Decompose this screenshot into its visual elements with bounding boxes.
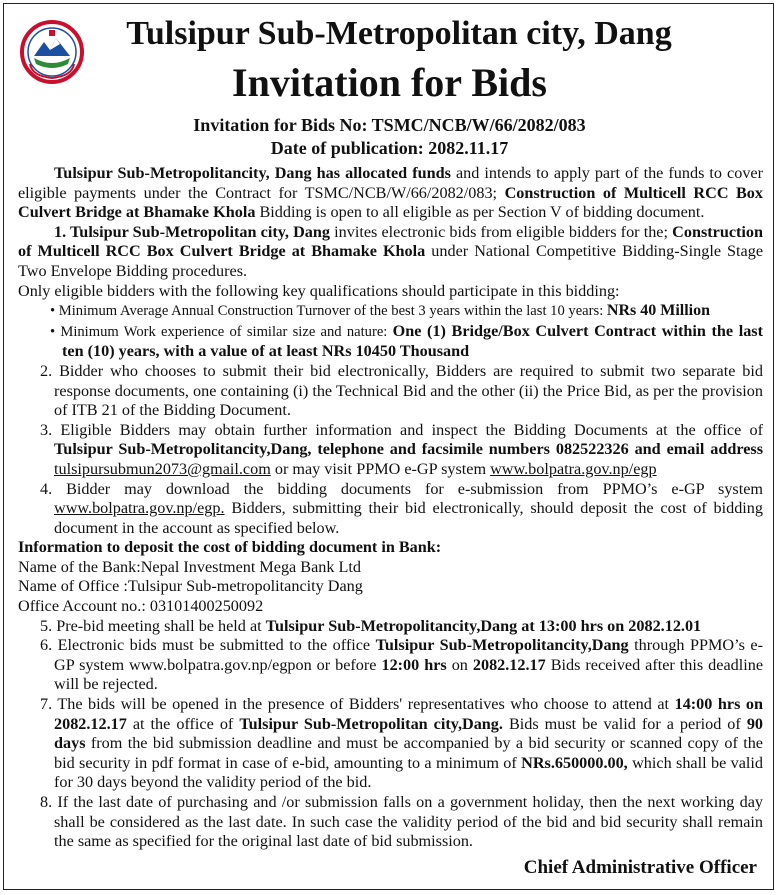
turnover-value: NRs 40 Million <box>606 302 711 320</box>
qualification-experience <box>18 322 763 362</box>
item-4 <box>18 480 763 539</box>
intro-text-2: Bidding is open to all eligible as per Section V of bidding document. <box>255 203 705 222</box>
document-title: Invitation for Bids <box>232 60 547 105</box>
item-1-text-2: under National Competitive Bidding-Single Stage Two Envelope Bidding procedures. <box>18 242 764 280</box>
item-1-project: Construction of Multicell RCC Box Culvert Bridge at Bhamake Khola <box>18 222 763 261</box>
email-link[interactable]: tulsipursubmun2073@gmail.com <box>54 459 271 478</box>
notice-page <box>3 3 774 890</box>
intro-org-funds: Tulsipur Sub-Metropolitancity, Dang has allocated funds <box>54 164 451 182</box>
item-1 <box>18 223 763 282</box>
item-7-office: Tulsipur Sub-Metropolitan city,Dang. <box>239 714 503 733</box>
item-4-text-1: 4. Bidder may download the bidding documents for e-submission from PPMO’s e-GP system <box>40 479 763 498</box>
item-5-details: Tulsipur Sub-Metropolitancity,Dang at 13:00 hrs on 2082.12.01 <box>265 616 702 635</box>
bank-account: Office Account no.: 03101400250092 <box>18 597 264 616</box>
item-7-text-5: which shall be valid for 30 days beyond the validity period of the bid. <box>54 753 764 792</box>
item-6-date: 2082.12.17 <box>472 655 546 674</box>
publication-date-label: Date of publication: <box>270 138 429 158</box>
item-6-text-2: through PPMO’s e- GP system www.bolpatra.gov.np/egpon or before <box>54 636 763 674</box>
item-6-text-3: on <box>446 655 473 674</box>
notice-body <box>18 164 763 852</box>
intro-text-1: and intends to apply part of the funds to cover eligible payments under the Contract for TSMC/NCB/W/66/2082/083; <box>18 164 764 202</box>
signature: Chief Administrative Officer <box>523 857 757 878</box>
experience-value: One (1) Bridge/Box Culvert Contract within the last ten (10) years, with a value of at least NRs 10450 Thousand <box>62 321 763 361</box>
qualifications-intro: Only eligible bidders with the following key qualifications should participate in this bidding: <box>18 281 620 300</box>
item-6-text-1: 6. Electronic bids must be submitted to the office <box>40 636 376 655</box>
item-7-text-4: from the bid submission deadline and must be accompanied by a bid security or scanned copy of the bid security in pdf format in case of e-bid, amounting to a minimum of <box>54 734 763 772</box>
item-1-org: 1. Tulsipur Sub-Metropolitan city, Dang <box>54 222 330 241</box>
item-7-text-2: at the office of <box>126 714 240 733</box>
bank-heading: Information to deposit the cost of bidding document in Bank: <box>18 538 442 557</box>
item-3-text-1: 3. Eligible Bidders may obtain further information and inspect the Bidding Documents at the office of <box>40 420 763 439</box>
item-6-text-4: Bids received after this deadline will be rejected. <box>54 655 763 694</box>
organization-name: Tulsipur Sub-Metropolitan city, Dang <box>126 15 672 52</box>
egp-link[interactable]: www.bolpatra.gov.np/egp <box>490 459 657 478</box>
item-7-text-3: Bids must be valid for a period of <box>502 714 747 733</box>
bid-number: TSMC/NCB/W/66/2082/083 <box>371 115 586 135</box>
item-6-time: 12:00 hrs <box>381 655 447 674</box>
item-6-office: Tulsipur Sub-Metropolitancity,Dang <box>375 636 629 655</box>
item-6 <box>18 636 763 695</box>
item-7-text-1: 7. The bids will be opened in the presence of Bidders' representatives who choose to attend at <box>40 695 675 714</box>
item-5-text: 5. Pre-bid meeting shall be held at <box>40 616 266 635</box>
bid-number-line <box>4 114 775 136</box>
intro-paragraph <box>18 164 763 223</box>
bid-number-label: Invitation for Bids No: <box>193 115 372 135</box>
item-2: 2. Bidder who chooses to submit their bid electronically, Bidders are required to submit two separate bid response documents, one containing (i) the Technical Bid and the other (ii) the Price Bid, as per the provision of ITB 21 of the Bidding Document. <box>40 361 763 420</box>
item-5 <box>18 617 763 637</box>
publication-date: 2082.11.17 <box>428 138 509 158</box>
item-7 <box>18 695 763 793</box>
item-8: 8. If the last date of purchasing and /or submission falls on a government holiday, then the next working day shall be considered as the last date. In such case the validity period of the bid and bid security shall remain the same as specified for the original last date of bid submission. <box>40 793 763 851</box>
item-3 <box>18 421 763 480</box>
item-7-security-amount: NRs.650000.00, <box>521 753 628 772</box>
intro-project-name: Construction of Multicell RCC Box Culvert Bridge at Bhamake Khola <box>18 183 763 222</box>
egp-link-2[interactable]: www.bolpatra.gov.np/egp. <box>54 499 225 518</box>
item-7-opening-time: 14:00 hrs on 2082.12.17 <box>54 695 763 733</box>
experience-text: • Minimum Work experience of similar size and nature: <box>50 323 393 340</box>
item-3-contact: Tulsipur Sub-Metropolitancity,Dang, telephone and facsimile numbers 082522326 and email address <box>54 440 763 459</box>
item-4-text-2: Bidders, submitting their bid electronically, should deposit the cost of bidding document in the account as specified below. <box>54 499 763 537</box>
item-7-validity: 90 days <box>54 714 763 753</box>
item-3-text-2: or may visit PPMO e-GP system <box>270 459 491 478</box>
bank-name: Name of the Bank:Nepal Investment Mega Bank Ltd <box>18 557 361 576</box>
bank-office: Name of Office :Tulsipur Sub-metropolitancity Dang <box>18 577 363 596</box>
publication-date-line <box>4 137 775 159</box>
turnover-text: • Minimum Average Annual Construction Turnover of the best 3 years within the last 10 years: <box>50 303 607 320</box>
qualification-turnover <box>18 301 763 322</box>
item-1-text-1: invites electronic bids from eligible bidders for the; <box>329 222 673 241</box>
